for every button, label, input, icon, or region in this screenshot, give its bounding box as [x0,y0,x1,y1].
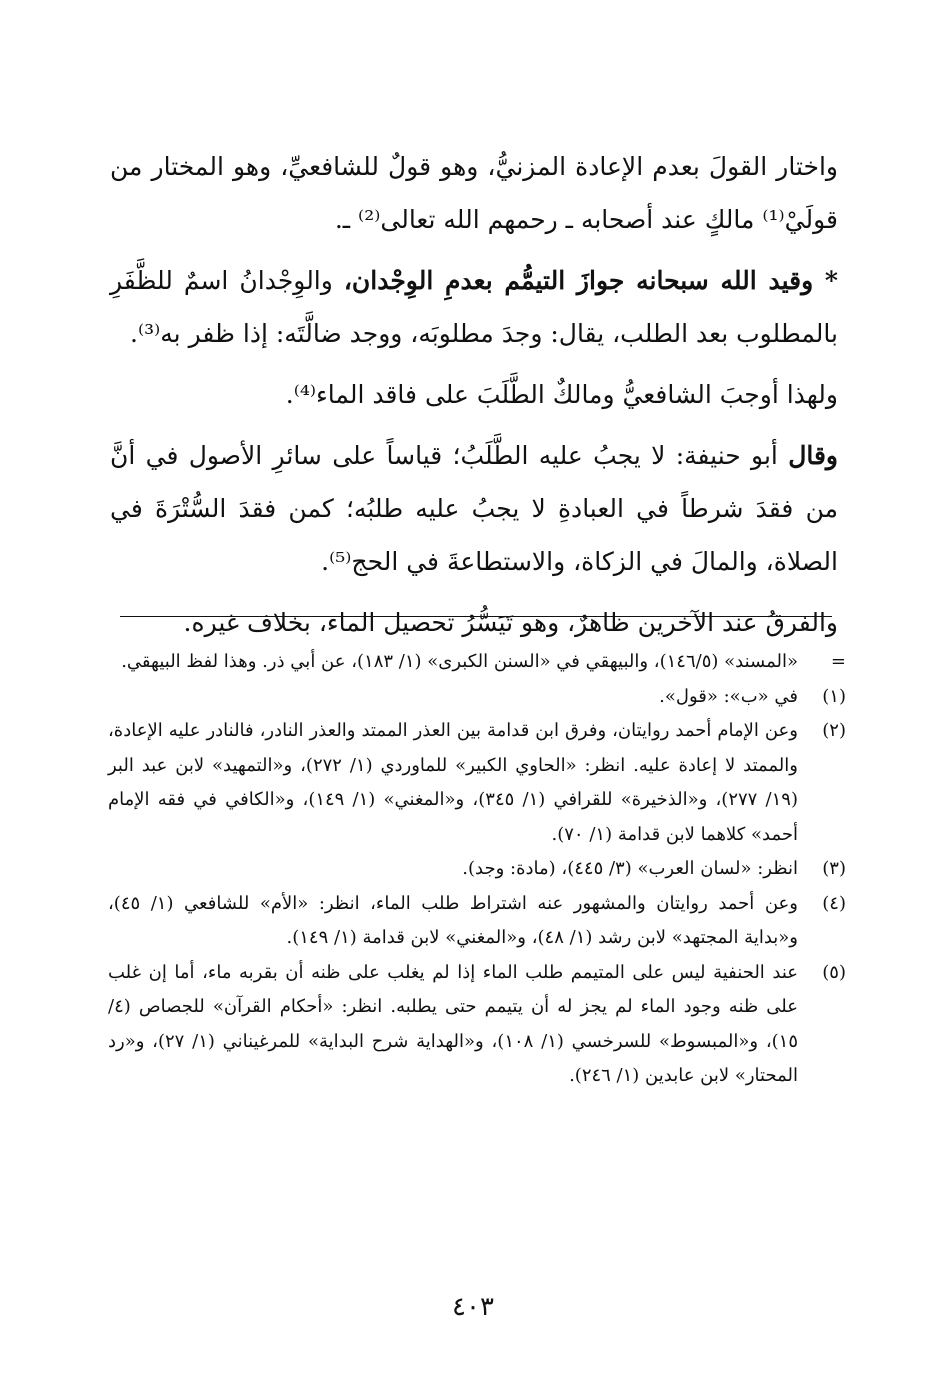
paragraph-4-lead: وقال [788,441,838,470]
footnote-text: «المسند» (١٤٦/٥)، والبيهقي في «السنن الكبرى» (١/ ١٨٣)، عن أبي ذر. وهذا لفظ البيهقي. [121,651,798,672]
paragraph-5: والفرقُ عند الآخرين ظاهرٌ، وهو تَيَسُّرُ تحصيل الماء، بخلاف غيره. [183,608,838,637]
footnote-text: وعن أحمد روايتان والمشهور عنه اشتراط طلب الماء، انظر: «الأم» للشافعي (١/ ٤٥)، و«بداية المجتهد» لابن رشد (١/ ٤٨)، و«المغني» لابن قدامة (١/ ١٤٩). [108,892,798,948]
footnote-3 [108,852,846,887]
paragraph-4-text: أبو حنيفة: لا يجبُ عليه الطَّلَبُ؛ قياساً على سائرِ الأصول في أنَّ من فقدَ شرطاً في العبادةِ لا يجبُ عليه طلبُه؛ كمن فقدَ السُّتْرَةَ في الصلاة، والمالَ في الزكاة، والاستطاعةَ في الحج⁽⁵⁾. [110,441,838,576]
footnote-number: (١) [822,685,846,707]
footnote-1 [108,680,846,715]
footnote-4 [108,887,846,956]
paragraph-2 [110,254,838,360]
footnote-text: وعن الإمام أحمد روايتان، وفرق ابن قدامة بين العذر الممتد والعذر النادر، فالنادر عليه الإعادة، والممتد لا إعادة عليه. انظر: «الحاوي الكبير» للماوردي (١/ ٢٧٢)، و«التمهيد» لابن عبد البر (١٩/ ٢٧٧)، و«الذخيرة» للقرافي (١/ ٣٤٥)، و«المغني» (١/ ١٤٩)، و«الكافي في فقه الإمام أحمد» كلاهما لابن قدامة (١/ ٧٠). [108,720,798,845]
paragraph-3: ولهذا أوجبَ الشافعيُّ ومالكٌ الطَّلَبَ على فاقد الماء⁽⁴⁾. [285,380,838,409]
footnote-continuation [108,645,846,680]
paragraph-2-text: والوِجْدانُ اسمٌ للظَّفَرِ بالمطلوب بعد الطلب، يقال: وجدَ مطلوبَه، ووجد ضالَّتَه: إذا ظفر به⁽³⁾. [110,266,838,348]
footnote-number: (٣) [822,858,846,879]
footnote-text: عند الحنفية ليس على المتيمم طلب الماء إذا لم يغلب على ظنه أن بقربه ماء، أما إن غلب على ظنه وجود الماء لم يجز له أن يتيمم حتى يطلبه. انظر: «أحكام القرآن» للجصاص (٤/ ١٥)، و«المبسوط» للسرخسي (١/ ١٠٨)، و«الهداية شرح البداية» للمرغيناني (١/ ٢٧)، و«رد المحتار» لابن عابدين (١/ ٢٤٦). [108,961,798,1086]
page-number: ٤٠٣ [452,1292,494,1322]
footnote-divider [120,616,832,617]
footnote-number: = [830,651,846,672]
paragraph-4 [110,429,838,588]
footnote-2 [108,714,846,852]
footnote-text: انظر: «لسان العرب» (٣/ ٤٤٥)، (مادة: وجد). [462,858,798,879]
paragraph-2-lead: * وقيد الله سبحانه جوازَ التيمُّم بعدمِ الوِجْدان، [343,266,838,295]
footnote-5 [108,956,846,1094]
paragraph-1: واختار القولَ بعدم الإعادة المزنيُّ، وهو قولٌ للشافعيِّ، وهو المختار من قولَيْ⁽¹⁾ مالكٍ عند أصحابه ـ رحمهم الله تعالى⁽²⁾ ـ. [110,152,838,234]
footnote-number: (٥) [822,961,846,983]
footnotes [108,645,846,1094]
footnote-number: (٢) [822,720,846,741]
footnote-number: (٤) [822,892,846,914]
footnote-text: في «ب»: «قول». [659,685,798,707]
main-text [110,140,838,649]
